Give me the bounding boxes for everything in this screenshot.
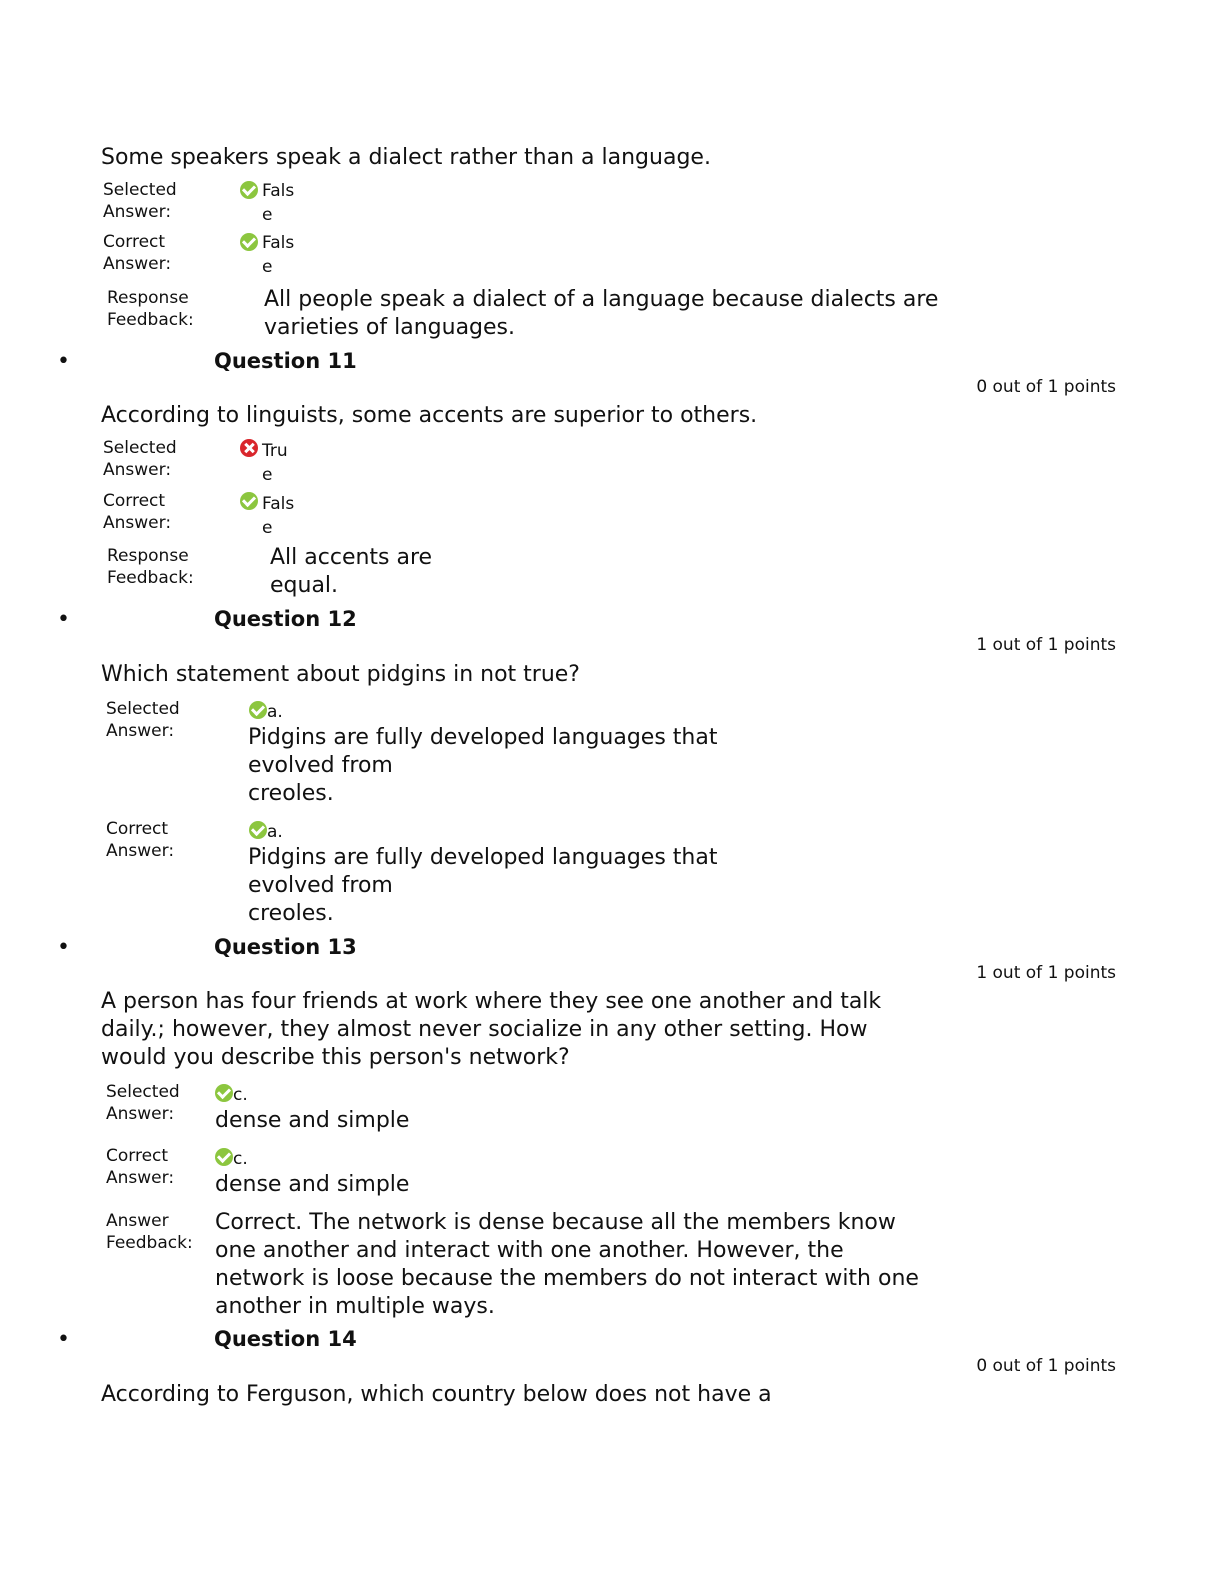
answer-row: [240, 439, 288, 487]
selected-answer-label: Selected Answer:: [106, 1082, 180, 1124]
correct-answer: Fals e: [262, 494, 295, 538]
answer-letter-row: [215, 1147, 248, 1171]
selected-answer: Fals e: [262, 181, 295, 225]
correct-check-icon: [215, 1148, 233, 1166]
selected-answer: dense and simple: [215, 1108, 410, 1133]
question-prompt: According to Ferguson, which country below does not have a: [101, 1382, 772, 1407]
correct-answer-label: Correct Answer:: [103, 232, 172, 274]
correct-check-icon: [240, 181, 258, 199]
correct-answer-label: Correct Answer:: [103, 491, 172, 533]
response-feedback: All people speak a dialect of a language because dialects are varieties of languages.: [264, 287, 939, 340]
question-prompt: A person has four friends at work where they see one another and talk daily.; however, they almost never socialize in any other setting. How would you describe this person's network?: [101, 989, 882, 1070]
answer-row: [240, 233, 294, 279]
correct-check-icon: [240, 233, 258, 251]
question-prompt: Which statement about pidgins in not true?: [101, 662, 580, 687]
question-points: 0 out of 1 points: [976, 377, 1116, 397]
question-points: 1 out of 1 points: [976, 635, 1116, 655]
correct-check-icon: [215, 1084, 233, 1102]
selected-answer: Tru e: [262, 441, 288, 485]
answer-row: [240, 181, 294, 227]
selected-answer-label: Selected Answer:: [103, 438, 177, 480]
correct-answer-letter: a.: [267, 822, 283, 842]
correct-check-icon: [249, 821, 267, 839]
selected-answer-letter: c.: [233, 1085, 248, 1105]
selected-answer: Pidgins are fully developed languages that evolved from creoles.: [248, 725, 718, 806]
question-title: Question 11: [214, 349, 357, 373]
correct-check-icon: [240, 492, 258, 510]
correct-answer-letter: c.: [233, 1149, 248, 1169]
question-points: 0 out of 1 points: [976, 1356, 1116, 1376]
bullet: •: [57, 1327, 70, 1352]
question-points: 1 out of 1 points: [976, 963, 1116, 983]
question-prompt: Some speakers speak a dialect rather than a language.: [101, 145, 711, 170]
answer-row: [240, 492, 294, 540]
correct-check-icon: [249, 701, 267, 719]
selected-answer-label: Selected Answer:: [103, 180, 177, 222]
question-title: Question 12: [214, 607, 357, 631]
selected-answer-letter: a.: [267, 702, 283, 722]
bullet: •: [57, 349, 70, 374]
answer-letter-row: [215, 1083, 248, 1107]
question-title: Question 13: [214, 935, 357, 959]
question-prompt: According to linguists, some accents are superior to others.: [101, 403, 758, 428]
response-feedback-label: Response Feedback:: [107, 546, 194, 588]
correct-answer: dense and simple: [215, 1172, 410, 1197]
answer-letter-row: [249, 820, 283, 844]
selected-answer-label: Selected Answer:: [106, 699, 180, 741]
correct-answer: Pidgins are fully developed languages that evolved from creoles.: [248, 845, 718, 926]
answer-feedback-label: Answer Feedback:: [106, 1211, 193, 1253]
answer-feedback: Correct. The network is dense because all the members know one another and interact with one another. However, the network is loose because the members do not interact with one another in multiple ways.: [215, 1210, 919, 1319]
bullet: •: [57, 935, 70, 960]
response-feedback-label: Response Feedback:: [107, 288, 194, 330]
incorrect-x-icon: [240, 439, 258, 457]
answer-letter-row: [249, 700, 283, 724]
bullet: •: [57, 607, 70, 632]
correct-answer-label: Correct Answer:: [106, 819, 175, 861]
correct-answer: Fals e: [262, 233, 295, 277]
correct-answer-label: Correct Answer:: [106, 1146, 175, 1188]
question-title: Question 14: [214, 1327, 357, 1351]
response-feedback: All accents are equal.: [270, 545, 433, 598]
